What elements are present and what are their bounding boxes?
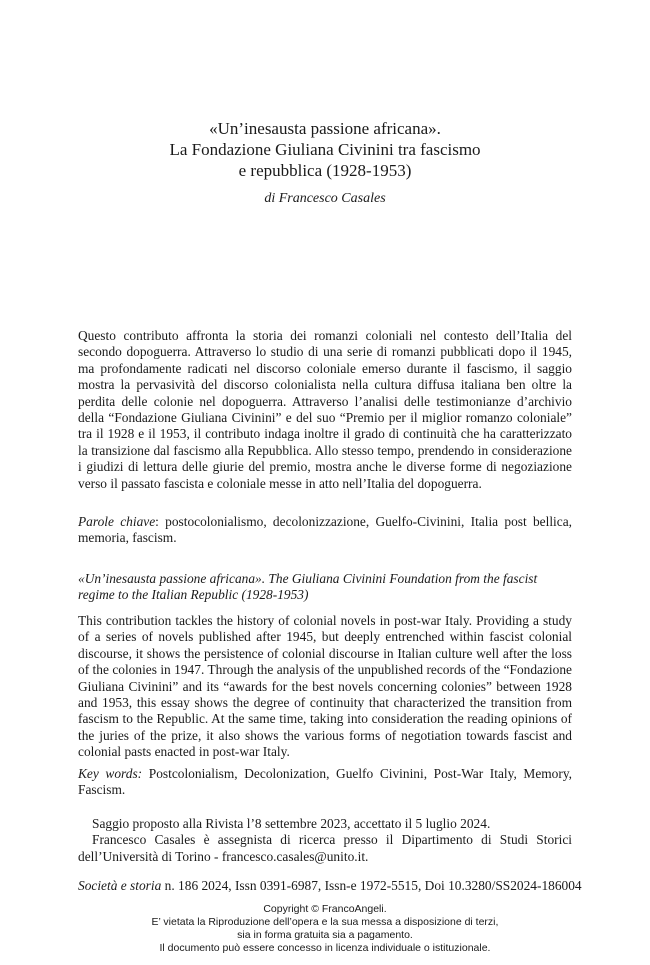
keywords-english-label: Key words: — [78, 766, 143, 781]
article-title — [78, 118, 572, 181]
keywords-english-text: Postcolonialism, Decolonization, Guelfo Civinini, Post-War Italy, Memory, Fascism. — [78, 766, 572, 798]
english-title: «Un’inesausta passione africana». The Giuliana Civinini Foundation from the fascist regime to the Italian Republic (1928-1953) — [78, 571, 538, 603]
citation-details: n. 186 2024, Issn 0391-6987, Issn-e 1972-5515, Doi 10.3280/SS2024-186004 — [161, 878, 582, 893]
abstract-english — [78, 613, 572, 761]
abstract-italian — [78, 328, 572, 492]
journal-name: Società e storia — [78, 878, 162, 893]
title-line-3: e repubblica (1928-1953) — [238, 161, 412, 180]
author-byline: di Francesco Casales — [264, 191, 386, 206]
title-line-2: La Fondazione Giuliana Civinini tra fascismo — [169, 140, 481, 159]
copyright-footer — [0, 903, 650, 955]
article-notes — [78, 816, 572, 865]
title-line-1: «Un’inesausta passione africana». — [209, 119, 441, 138]
footer-line-1: Copyright © FrancoAngeli. — [263, 903, 387, 915]
keywords-italian-label: Parole chiave — [78, 514, 156, 529]
affiliation-note: Francesco Casales è assegnista di ricerca presso il Dipartimento di Studi Storici dell’Università di Torino - francesco.casales@unito.it. — [78, 832, 572, 864]
footer-line-4: Il documento può essere concesso in licenza individuale o istituzionale. — [159, 942, 491, 954]
footer-line-3: sia in forma gratuita sia a pagamento. — [237, 929, 413, 941]
keywords-english — [78, 766, 572, 799]
abstract-english-text: This contribution tackles the history of colonial novels in post-war Italy. Providing a study of a series of novels published after 1945, but deeply entrenched within fascist colonial discourse, it shows the persistence of colonial discourse in Italian culture well after the loss of the colonies in 1947. Through the analysis of the unpublished records of the “Fondazione Giuliana Civinini” and its “awards for the best novels concerning colonies” between 1928 and 1953, this essay shows the degree of continuity that characterized the transition from fascism to the Republic. At the same time, taking into consideration the reading opinions of the juries of the prize, it also shows the various forms of negotiation towards fascist and colonial pasts enacted in post-war Italy. — [78, 613, 572, 760]
keywords-italian-text: : postocolonialismo, decolonizzazione, Guelfo-Civinini, Italia post bellica, memoria, fascism. — [78, 514, 572, 546]
abstract-italian-text: Questo contributo affronta la storia dei romanzi coloniali nel contesto dell’Italia del secondo dopoguerra. Attraverso lo studio di una serie di romanzi pubblicati dopo il 1945, ma profondamente radicati nel discorso coloniale emerso durante il fascismo, il saggio mostra la pervasività del discorso colonialista nella cultura diffusa italiana ben oltre la perdita delle colonie nel dopoguerra. Attraverso l’analisi delle testimonianze d’archivio della “Fondazione Giuliana Civinini” e del suo “Premio per il miglior romanzo coloniale” tra il 1928 e il 1953, il contributo indaga inoltre il grado di continuità che ha caratterizzato la transizione dal fascismo alla Repubblica. Allo stesso tempo, prendendo in considerazione i giudizi di lettura delle giurie del premio, mostra anche le diverse forme di negoziazione verso il passato fascista e coloniale messe in atto nell’Italia del dopoguerra. — [78, 328, 572, 491]
footer-line-2: E’ vietata la Riproduzione dell’opera e la sua messa a disposizione di terzi, — [151, 916, 499, 928]
journal-citation — [78, 878, 582, 894]
submission-note: Saggio proposto alla Rivista l’8 settembre 2023, accettato il 5 luglio 2024. — [92, 816, 491, 831]
keywords-italian — [78, 514, 572, 547]
